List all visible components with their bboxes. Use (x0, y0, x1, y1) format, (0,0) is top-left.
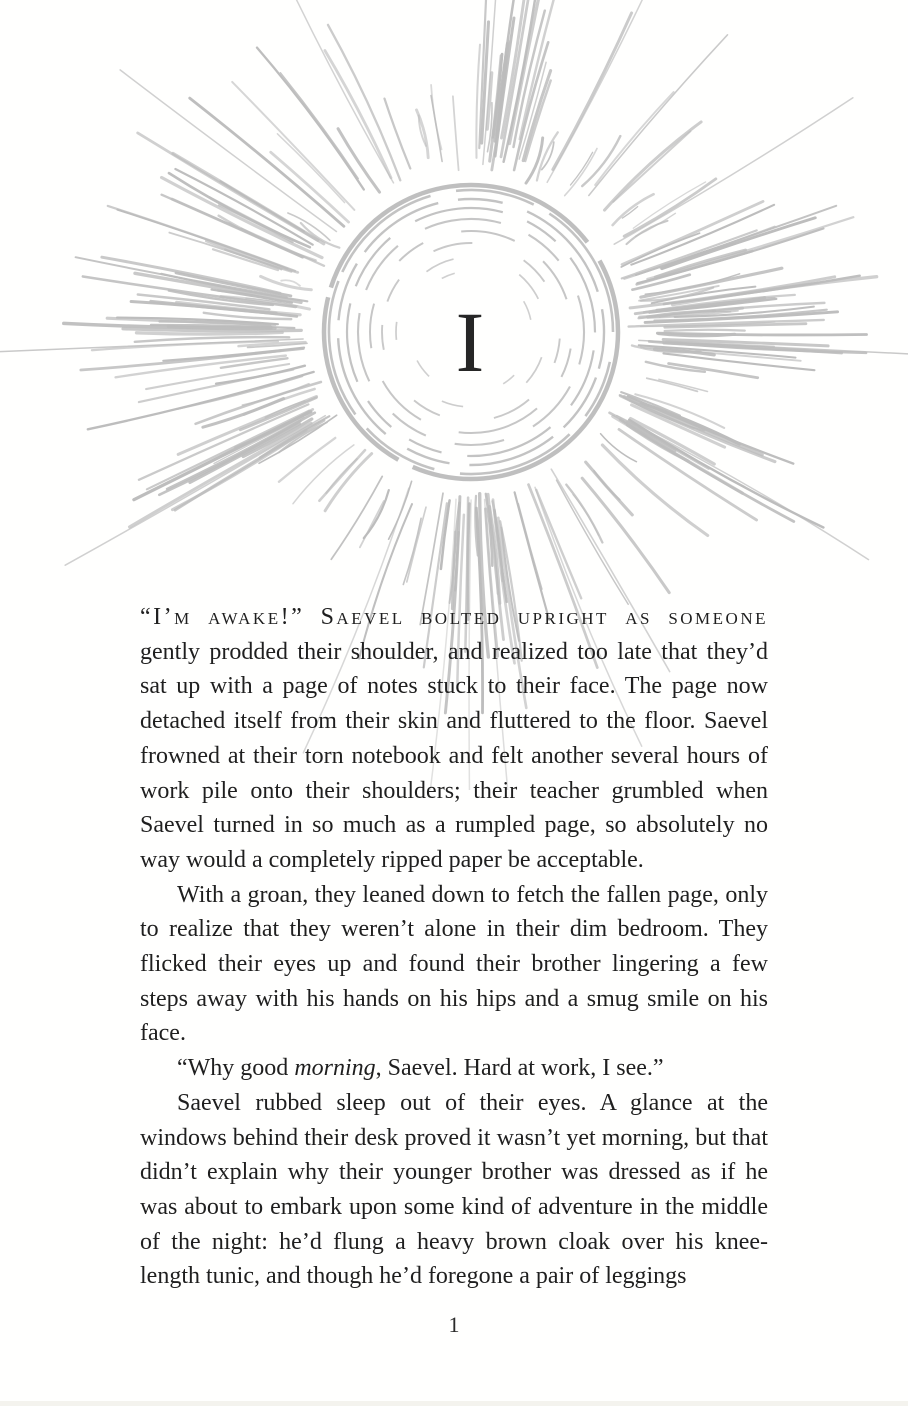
paragraph-4: Saevel rubbed sleep out of their eyes. A glance at the windows behind their desk proved it wasn’t yet morning, but that didn’t explain why their younger brother was dressed as if he was about to embark upon some kind of adventure in the middle of the night: he’d flung a heavy brown cloak over his knee-length tunic, and though he’d foregone a pair of leggings (140, 1089, 768, 1290)
paragraph-1-body: gently prodded their shoulder, and realized too late that they’d sat up with a page of notes stuck to their face. The page now detached itself from their skin and fluttered to the floor. Saevel frowned at their torn notebook and felt another several hours of work pile onto their shoulders; their teacher grumbled when Saevel turned in so much as a rumpled page, so absolutely no way would a completely ripped paper be acceptable. (140, 638, 768, 873)
paragraph-2: With a groan, they leaned down to fetch the fallen page, only to realize that they weren’t alone in their dim bedroom. They flicked their eyes up and found their brother lingering a few steps away with his hands on his hips and a smug smile on his face. (140, 881, 768, 1047)
paragraph-3-before: “Why good (177, 1055, 295, 1082)
chapter-text (140, 600, 768, 1294)
page-bottom-edge (0, 1401, 908, 1406)
chapter-number: I (455, 294, 485, 390)
paragraph-3-italic-word: morning (294, 1055, 376, 1082)
paragraph-3 (140, 1051, 768, 1086)
paragraph-3-after: , Saevel. Hard at work, I see.” (375, 1055, 664, 1082)
chapter-opening-smallcaps: “I’m awake!” Saevel bolted upright as someone (140, 604, 768, 630)
page-number: 1 (448, 1312, 460, 1337)
paragraph-1 (140, 600, 768, 878)
